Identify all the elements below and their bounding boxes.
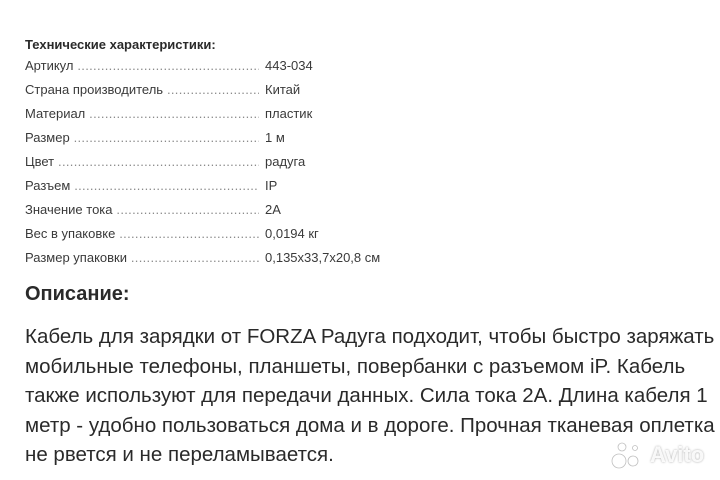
spec-label: Материал ..... <box>25 106 259 121</box>
spec-label: Значение тока ..... <box>25 202 259 217</box>
spec-value: Китай <box>265 82 301 97</box>
spec-row-connector <box>25 174 405 198</box>
spec-label: Размер ..... <box>25 130 259 145</box>
spec-value: радуга <box>265 154 306 169</box>
spec-row-weight <box>25 222 405 246</box>
spec-value: 1 м <box>265 130 285 145</box>
spec-value: 0,135x33,7x20,8 см <box>265 250 381 265</box>
description-text: Кабель для зарядки от FORZA Радуга подходит, чтобы быстро заряжать мобильные телефоны, планшеты, повербанки с разъемом iP. Кабель также используют для передачи данных. Сила тока 2А. Длина кабеля 1 метр - удобно пользоваться дома и в дороге. Прочная тканевая оплетка не рвется и не переламывается. <box>25 325 715 466</box>
spec-label: Страна производитель ..... <box>25 82 259 97</box>
avito-watermark <box>610 438 704 472</box>
spec-row-current <box>25 198 405 222</box>
spec-label: Размер упаковки ..... <box>25 250 259 265</box>
spec-label: Цвет ..... <box>25 154 259 169</box>
avito-logo-icon <box>610 438 644 472</box>
watermark-text: Avito <box>650 442 705 467</box>
spec-value: пластик <box>265 106 313 121</box>
spec-value: 443-034 <box>265 58 313 73</box>
spec-row-article <box>25 54 405 78</box>
spec-label: Разъем ..... <box>25 178 259 193</box>
description-title: Описание: <box>25 283 130 305</box>
spec-label: Вес в упаковке ..... <box>25 226 259 241</box>
spec-row-size <box>25 126 405 150</box>
spec-row-material <box>25 102 405 126</box>
specs-title: Технические характеристики: <box>25 37 216 52</box>
spec-value: 2A <box>265 202 281 217</box>
spec-value: 0,0194 кг <box>265 226 319 241</box>
specs-list <box>25 54 405 270</box>
spec-row-color <box>25 150 405 174</box>
spec-row-package-size <box>25 246 405 270</box>
spec-label: Артикул ..... <box>25 58 259 73</box>
spec-value: IP <box>265 178 278 193</box>
spec-row-country <box>25 78 405 102</box>
